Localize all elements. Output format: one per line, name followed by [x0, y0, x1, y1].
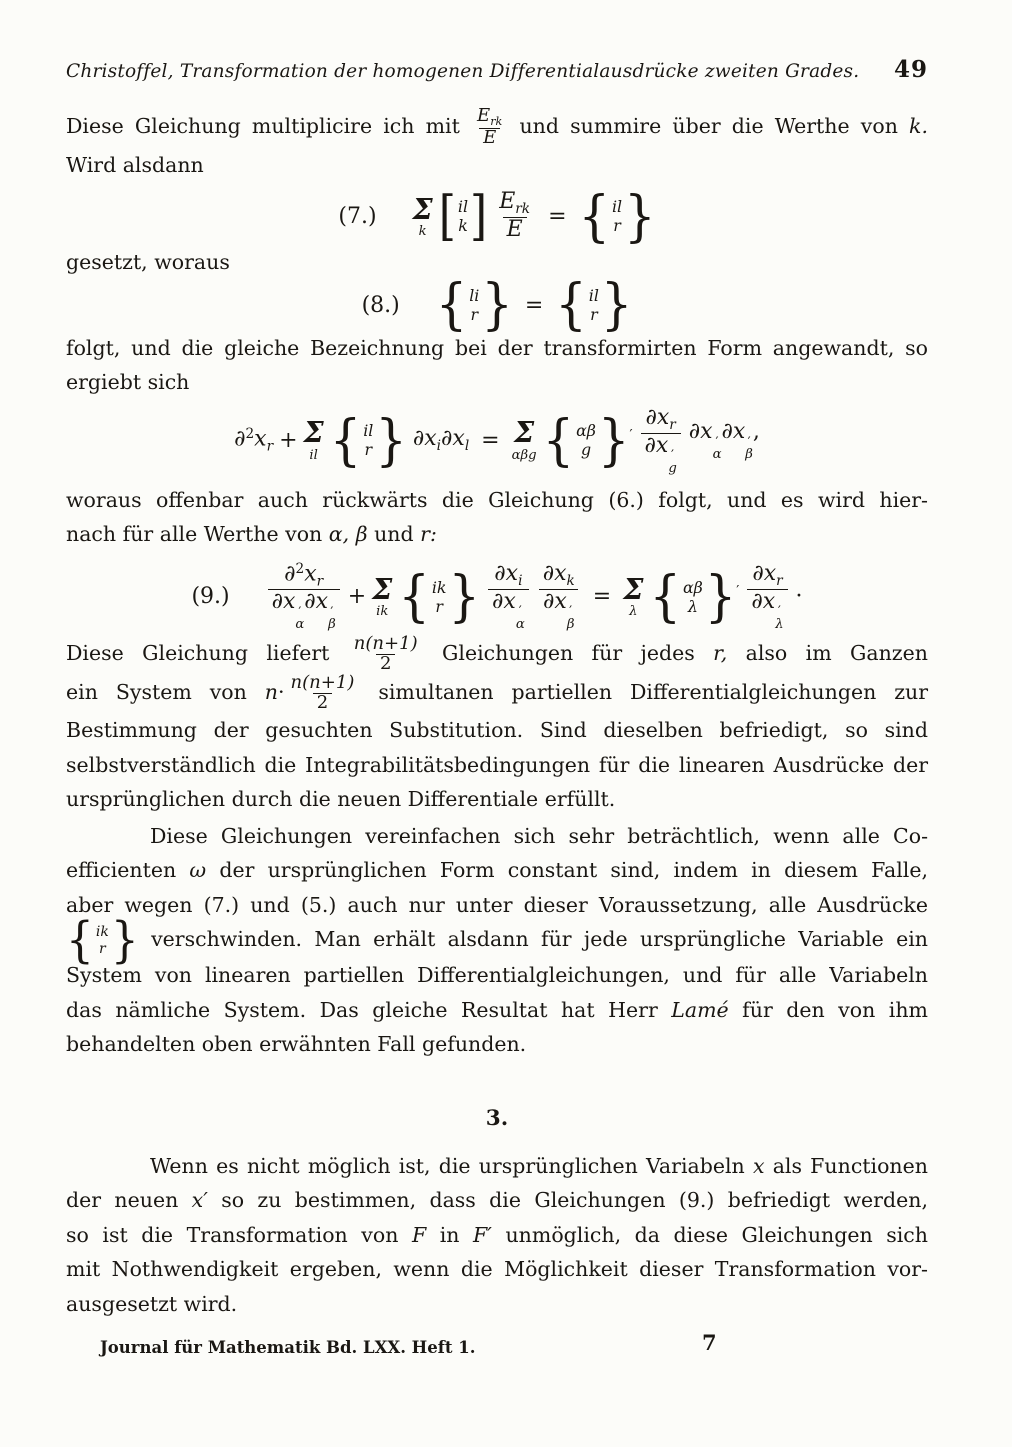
symbol-bottom: r: [99, 940, 106, 957]
math-variable-k: k.: [909, 113, 928, 138]
right-brace: }: [600, 271, 633, 337]
text-line: [66, 674, 928, 713]
text-segment: in: [439, 1222, 460, 1247]
text-segment: Diese Gleichung liefert: [66, 641, 330, 666]
text-line: Wird alsdann: [66, 152, 204, 177]
math-variable-omega: ω: [189, 858, 207, 883]
symbol-top: li: [469, 286, 480, 306]
left-brace: {: [542, 406, 575, 472]
text-segment: das nämliche System. Das gleiche Resultat hat Herr: [66, 997, 658, 1022]
equation-label: (7.): [338, 203, 377, 229]
text-line: [66, 107, 928, 148]
fraction-dxk: $\partial x_k$ ∂x ′ β: [539, 562, 579, 631]
text-line: ergiebt sich: [66, 370, 190, 395]
plus-sign: +: [347, 584, 367, 610]
text-segment: nach für alle Werthe von: [66, 522, 323, 547]
fraction-dxr: $\partial x_r$ ∂x ′ λ: [747, 562, 787, 631]
symbol-bottom: g: [580, 440, 592, 460]
text-line: folgt, und die gleiche Bezeichnung bei der transformirten Form angewandt, so: [66, 335, 928, 360]
text-line: ausgesetzt wird.: [66, 1291, 238, 1316]
fraction-dxi: $\partial x_i$ ∂x ′ α: [488, 562, 529, 631]
equation-formula: [412, 183, 656, 248]
symbol-top: il: [588, 286, 599, 306]
math-variable-r: r:: [420, 522, 437, 547]
right-brace: }: [481, 271, 513, 337]
text-segment: für den von ihm: [742, 997, 928, 1022]
equals-sign: =: [524, 292, 544, 318]
right-brace: }: [448, 563, 481, 629]
equals-sign: =: [481, 427, 500, 453]
left-brace: {: [435, 271, 468, 337]
symbol-bottom: r: [470, 305, 479, 325]
text-line: System von linearen partiellen Differentialgleichungen, und für alle Variabeln: [66, 963, 928, 988]
symbol-bottom: k: [458, 216, 468, 236]
equation-label: (9.): [191, 584, 230, 610]
text-segment: der ursprünglichen Form constant sind, indem in diesem Falle,: [219, 858, 928, 883]
text-segment: unmöglich, da diese Gleichungen sich: [505, 1222, 928, 1247]
right-brace: }: [375, 406, 407, 472]
text-segment: efficienten: [66, 858, 177, 883]
text-line: [66, 1183, 928, 1218]
page-number: 49: [893, 56, 928, 83]
left-brace: {: [398, 563, 430, 629]
summation: Σ il: [303, 415, 324, 464]
math-variable-x: x: [752, 1153, 765, 1178]
symbol-bottom: λ: [687, 596, 698, 616]
fraction-numerator: $E_{rk}$: [477, 105, 503, 128]
text-segment: so ist die Transformation von: [66, 1222, 399, 1247]
text-segment: verschwinden. Man erhält alsdann für jede ursprüngliche Variable ein: [151, 927, 928, 952]
left-brace: {: [66, 912, 94, 970]
symbol-top: il: [612, 197, 623, 217]
math-variable-F: F: [411, 1222, 427, 1247]
summation: Σ λ: [623, 571, 644, 620]
left-brace: {: [649, 563, 681, 629]
fraction-d2xr: $\partial^2x_r$ ∂x ′ α ∂x ′ β: [268, 562, 340, 632]
text-line: aber wegen (7.) und (5.) auch nur unter dieser Voraussetzung, alle Ausdrücke: [66, 892, 928, 917]
prime-mark: ′: [629, 426, 633, 443]
symbol-bottom: r: [435, 596, 443, 616]
running-header: [66, 56, 928, 83]
text-line: [66, 1218, 928, 1253]
math-variable-F-prime: F′: [473, 1222, 492, 1247]
text-line: Diese Gleichungen vereinfachen sich sehr beträchtlich, wenn alle Co-: [150, 823, 928, 848]
inline-christoffel-symbol: [66, 912, 139, 970]
symbol-bottom: r: [590, 305, 598, 325]
text-segment: als Functionen: [772, 1153, 928, 1178]
summation: Σ αβg: [511, 415, 537, 464]
text-segment: ein System von: [66, 680, 247, 705]
paragraph-5: [66, 635, 928, 816]
christoffel-brace-symbol: [578, 183, 656, 248]
prime-mark: ′: [736, 583, 740, 600]
sheet-signature-number: 7: [702, 1330, 717, 1355]
math-variable-alpha: α,: [328, 522, 350, 547]
text-line: [66, 635, 928, 674]
summation: Σ ik: [372, 571, 393, 620]
text-line: ursprünglichen durch die neuen Differentiale erfüllt.: [66, 787, 616, 812]
differential-dxi-dxl: $\partial x_i\partial x_l$: [412, 426, 470, 455]
equation-formula: [234, 406, 760, 475]
text-segment: Wenn es nicht möglich ist, die ursprünglichen Variabeln: [150, 1153, 745, 1178]
text-line: mit Nothwendigkeit ergeben, wenn die Möglichkeit dieser Transformation vor-: [66, 1257, 928, 1282]
journal-imprint: Journal für Mathematik Bd. LXX. Heft 1.: [100, 1338, 476, 1357]
differential-dxa-dxb: ∂x ′ α ∂x ′ β ,: [688, 419, 760, 463]
equation-unnumbered: [66, 406, 928, 475]
sum-symbol: Σ: [412, 191, 433, 226]
equation-label: (8.): [361, 292, 400, 318]
inline-fraction-n: $\frac{n(n+1)}{2}$: [290, 672, 355, 714]
equation-8: [66, 271, 928, 337]
text-line: [66, 517, 928, 552]
primed-christoffel-symbol: [649, 563, 740, 629]
bracket-symbol: [438, 185, 488, 248]
text-segment: simultanen partiellen Differentialgleichungen zur: [378, 680, 928, 705]
fraction-Erk-E: $\frac{E_{rk}}{E}$: [499, 189, 531, 243]
equals-sign: =: [592, 584, 612, 610]
fraction-denominator: E: [479, 128, 500, 148]
paragraph-1: [66, 107, 928, 182]
text-segment: und summire über die Werthe von: [519, 113, 898, 138]
plus-sign: +: [279, 427, 298, 453]
text-line: [66, 993, 928, 1028]
primed-christoffel-symbol: [542, 406, 633, 472]
person-name-lame: Lamé: [671, 997, 729, 1022]
text-segment: so zu bestimmen, dass die Gleichungen (9.) befriedigt werden,: [221, 1188, 928, 1213]
equation-formula: [266, 562, 803, 632]
inline-fraction-n: $\frac{n(n+1)}{2}$: [353, 633, 418, 675]
symbol-bottom: r: [364, 440, 373, 460]
text-line: [66, 1149, 928, 1184]
partial-squared-x-r: $\partial^2x_r$: [234, 426, 274, 455]
christoffel-brace-symbol: [555, 271, 633, 337]
summation: [412, 191, 433, 240]
text-line: behandelten oben erwähnten Fall gefunden.: [66, 1032, 527, 1057]
symbol-top: αβ: [576, 421, 596, 441]
multiplication-dot: ·: [277, 680, 285, 705]
text-segment: und: [374, 522, 414, 547]
right-brace: }: [110, 912, 139, 970]
right-brace: }: [597, 406, 630, 472]
left-bracket: [: [438, 185, 456, 248]
text-line: Bestimmung der gesuchten Substitution. Sind dieselben befriedigt, so sind: [66, 718, 928, 743]
sum-index: k: [418, 224, 427, 240]
right-brace: }: [704, 563, 737, 629]
running-title: Christoffel, Transformation der homogenen Differentialausdrücke zweiten Grades.: [66, 61, 860, 82]
right-bracket: ]: [470, 185, 488, 248]
equals-sign: =: [548, 203, 567, 229]
symbol-top: αβ: [682, 577, 703, 597]
symbol-top: ik: [431, 577, 447, 597]
text-segment: Gleichungen für jedes: [442, 641, 695, 666]
paragraph-6: [66, 819, 928, 1062]
left-brace: {: [329, 406, 362, 472]
right-brace: }: [624, 183, 656, 248]
symbol-top: ik: [95, 923, 109, 940]
math-variable-beta: β: [355, 522, 368, 547]
paragraph-7: [66, 1149, 928, 1322]
text-segment: also im Ganzen: [745, 641, 928, 666]
left-brace: {: [555, 271, 587, 337]
equation-formula: [435, 271, 633, 337]
section-heading: 3.: [485, 1105, 509, 1131]
math-variable-n: n: [264, 680, 278, 705]
paragraph-3: [66, 331, 928, 400]
comma: ,: [752, 419, 760, 445]
text-line: [66, 853, 928, 888]
symbol-bottom: r: [613, 216, 621, 236]
christoffel-brace-symbol: [435, 271, 513, 337]
text-segment: der neuen: [66, 1188, 179, 1213]
math-variable-x-prime: x′: [191, 1188, 208, 1213]
equation-9: [66, 562, 928, 632]
text-line: [66, 912, 928, 970]
paragraph-4: [66, 483, 928, 552]
christoffel-brace-symbol: [398, 563, 481, 629]
left-brace: {: [578, 183, 610, 248]
text-line: selbstverständlich die Integrabilitätsbedingungen für die linearen Ausdrücke der: [66, 752, 928, 777]
math-variable-r: r,: [713, 641, 728, 666]
text-line: woraus offenbar auch rückwärts die Gleichung (6.) folgt, und es wird hier-: [66, 487, 928, 512]
inline-fraction-Erk-E: [473, 107, 506, 148]
symbol-top: il: [363, 421, 374, 441]
text-line: gesetzt, woraus: [66, 249, 230, 274]
christoffel-brace-symbol: [329, 406, 407, 472]
end-dot: ·: [795, 584, 803, 610]
fraction-dxr-dxg: $\partial x_r$ ∂x ′ g: [641, 406, 681, 475]
symbol-top: il: [457, 197, 469, 217]
equation-7: [66, 183, 928, 248]
text-segment: Diese Gleichung multiplicire ich mit: [66, 113, 460, 138]
